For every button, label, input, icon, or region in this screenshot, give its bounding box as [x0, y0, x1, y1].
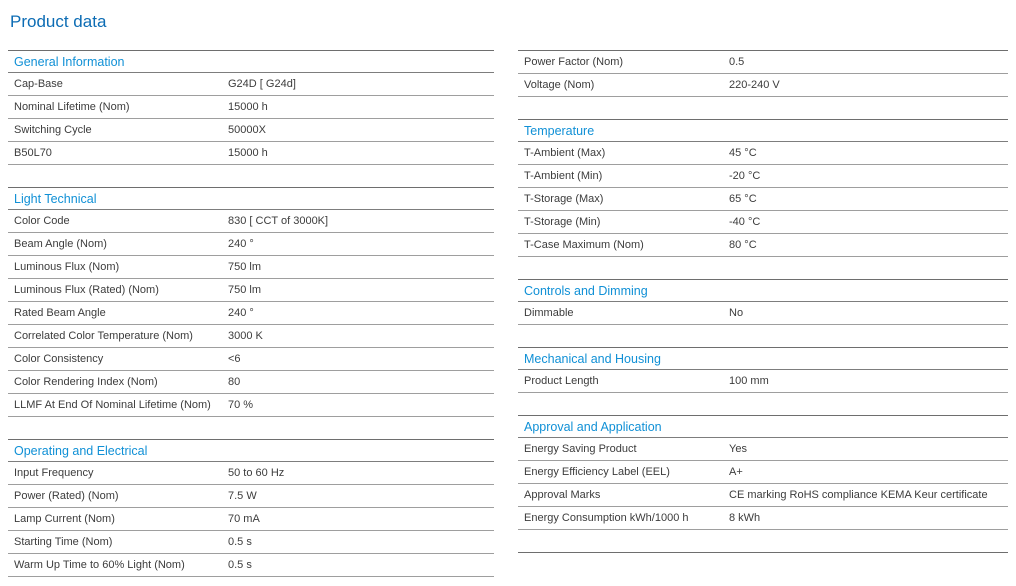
section-continued [518, 50, 1008, 97]
spec-value: 100 mm [729, 375, 769, 387]
spec-row [518, 74, 1008, 97]
spec-value: 50000X [228, 124, 266, 136]
spec-row [8, 279, 494, 302]
section-controls-and-dimming [518, 279, 1008, 325]
spec-row [518, 507, 1008, 530]
spec-label: Power (Rated) (Nom) [14, 490, 119, 502]
spec-row [8, 508, 494, 531]
page-title: Product data [10, 12, 107, 31]
spec-row [8, 119, 494, 142]
spec-value: 15000 h [228, 147, 268, 159]
spec-value: 7.5 W [228, 490, 257, 502]
spec-value: 45 °C [729, 147, 757, 159]
spec-label: Lamp Current (Nom) [14, 513, 115, 525]
spec-row [8, 462, 494, 485]
section-heading: General Information [8, 51, 494, 73]
spec-label: LLMF At End Of Nominal Lifetime (Nom) [14, 399, 211, 411]
section-heading: Controls and Dimming [518, 280, 1008, 302]
spec-row [518, 188, 1008, 211]
spec-label: Power Factor (Nom) [524, 56, 624, 68]
spec-value: 750 lm [228, 261, 262, 273]
spec-row [8, 325, 494, 348]
section-mechanical-and-housing [518, 347, 1008, 393]
spec-label: Beam Angle (Nom) [14, 238, 107, 250]
spec-label: T-Case Maximum (Nom) [524, 239, 644, 251]
section-temperature [518, 119, 1008, 257]
spec-row [518, 142, 1008, 165]
spec-value: No [729, 307, 744, 319]
spec-value: 0.5 [729, 56, 745, 68]
right-column [518, 50, 1008, 577]
spec-row [8, 348, 494, 371]
spec-label: Energy Consumption kWh/1000 h [524, 512, 689, 524]
spec-row [8, 73, 494, 96]
spec-value: A+ [729, 466, 743, 478]
left-column [8, 50, 494, 577]
spec-value: 0.5 s [228, 536, 252, 548]
spec-value: Yes [729, 443, 747, 455]
spec-value: 0.5 s [228, 559, 252, 571]
spec-label: B50L70 [14, 147, 52, 159]
spec-row [518, 484, 1008, 507]
section-heading: Temperature [518, 120, 1008, 142]
spec-label: Input Frequency [14, 467, 94, 479]
spec-value: 8 kWh [729, 512, 761, 524]
spec-value: 830 [ CCT of 3000K] [228, 215, 329, 227]
spec-row [518, 165, 1008, 188]
spec-label: Energy Efficiency Label (EEL) [524, 466, 670, 478]
spec-label: Energy Saving Product [524, 443, 637, 455]
spec-row [518, 438, 1008, 461]
spec-label: Color Code [14, 215, 70, 227]
spec-value: 50 to 60 Hz [228, 467, 285, 479]
spec-label: Product Length [524, 375, 599, 387]
spec-row [518, 302, 1008, 325]
spec-value: 3000 K [228, 330, 263, 342]
spec-row [518, 461, 1008, 484]
spec-label: Luminous Flux (Nom) [14, 261, 120, 273]
section-heading: Light Technical [8, 188, 494, 210]
section-heading: Mechanical and Housing [518, 348, 1008, 370]
spec-value: -20 °C [729, 170, 761, 182]
spec-row [8, 96, 494, 119]
section-rule [518, 552, 1008, 553]
spec-label: T-Ambient (Max) [524, 147, 606, 159]
spec-value: 70 mA [228, 513, 260, 525]
spec-row [8, 554, 494, 577]
section-operating-and-electrical [8, 439, 494, 577]
spec-value: 70 % [228, 399, 254, 411]
spec-columns [0, 50, 1016, 577]
spec-label: Voltage (Nom) [524, 79, 595, 91]
spec-value: <6 [228, 353, 241, 365]
spec-label: Correlated Color Temperature (Nom) [14, 330, 193, 342]
section-light-technical [8, 187, 494, 417]
spec-value: 240 ° [228, 307, 254, 319]
section-approval-and-application [518, 415, 1008, 530]
spec-value: 80 [228, 376, 241, 388]
spec-label: Switching Cycle [14, 124, 92, 136]
spec-row [8, 142, 494, 165]
spec-label: T-Storage (Max) [524, 193, 604, 205]
spec-value: 15000 h [228, 101, 268, 113]
spec-label: Luminous Flux (Rated) (Nom) [14, 284, 159, 296]
spec-value: G24D [ G24d] [228, 78, 296, 90]
spec-label: Color Rendering Index (Nom) [14, 376, 158, 388]
spec-value: CE marking RoHS compliance KEMA Keur certificate [729, 489, 988, 501]
section-heading: Approval and Application [518, 416, 1008, 438]
section-heading: Operating and Electrical [8, 440, 494, 462]
spec-row [518, 234, 1008, 257]
spec-row [8, 394, 494, 417]
spec-label: T-Storage (Min) [524, 216, 601, 228]
spec-label: Approval Marks [524, 489, 601, 501]
spec-row [8, 371, 494, 394]
spec-value: 240 ° [228, 238, 254, 250]
section-general-information [8, 50, 494, 165]
spec-label: Nominal Lifetime (Nom) [14, 101, 130, 113]
spec-value: 220-240 V [729, 79, 780, 91]
spec-value: 750 lm [228, 284, 262, 296]
spec-row [8, 256, 494, 279]
spec-row [8, 302, 494, 325]
spec-value: -40 °C [729, 216, 761, 228]
spec-row [518, 51, 1008, 74]
spec-label: Dimmable [524, 307, 574, 319]
spec-label: Starting Time (Nom) [14, 536, 113, 548]
spec-value: 65 °C [729, 193, 757, 205]
spec-row [8, 233, 494, 256]
spec-label: Warm Up Time to 60% Light (Nom) [14, 559, 185, 571]
spec-row [518, 211, 1008, 234]
spec-label: Rated Beam Angle [14, 307, 106, 319]
spec-row [8, 485, 494, 508]
spec-label: Cap-Base [14, 78, 63, 90]
spec-label: T-Ambient (Min) [524, 170, 603, 182]
spec-row [8, 210, 494, 233]
spec-row [518, 370, 1008, 393]
spec-label: Color Consistency [14, 353, 104, 365]
spec-value: 80 °C [729, 239, 757, 251]
spec-row [8, 531, 494, 554]
